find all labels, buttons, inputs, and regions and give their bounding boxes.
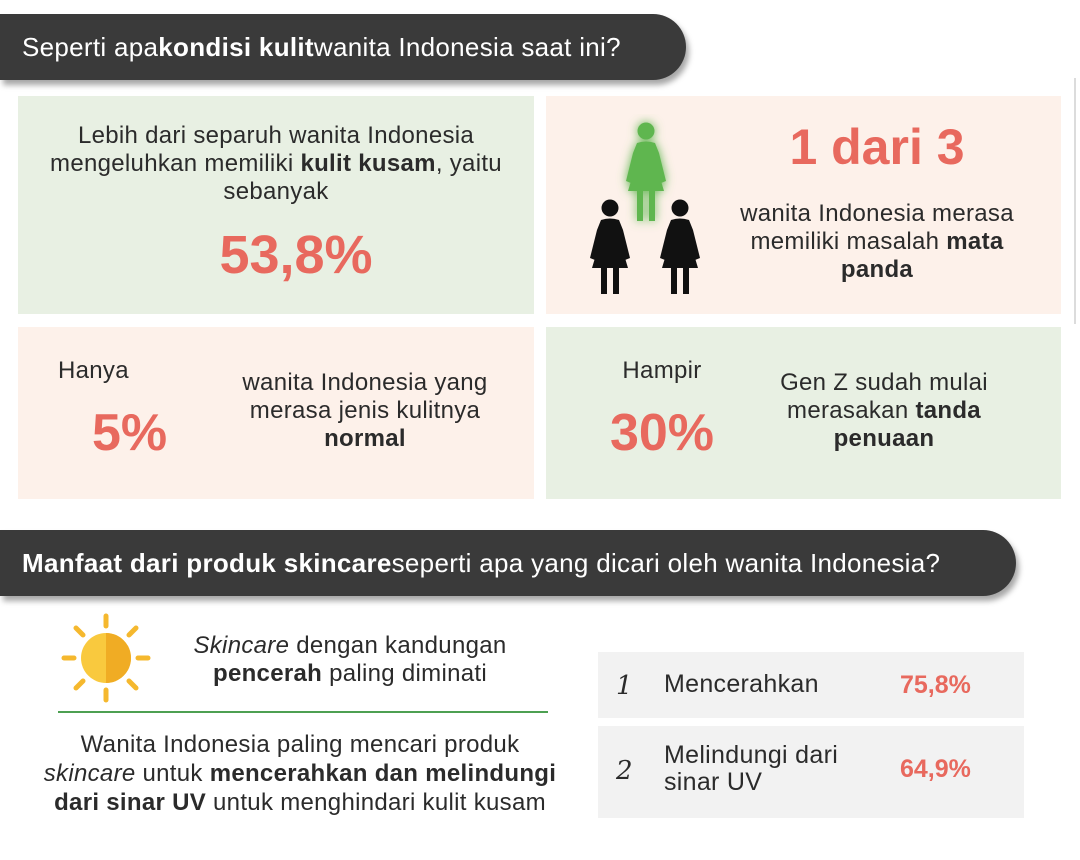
title-prefix: Seperti apa — [22, 31, 159, 62]
ranking-row — [598, 726, 1024, 818]
aging-percentage: 30% — [609, 404, 715, 462]
normal-skin-description: wanita Indonesia yang merasa jenis kulitnya normal — [242, 369, 488, 452]
section-title-skin-condition — [0, 14, 686, 80]
brightening-description: Skincare dengan kandungan pencerah paling diminati — [193, 632, 507, 687]
rank-number: 1 — [616, 671, 633, 701]
section-divider — [58, 711, 548, 713]
skincare-goal-description: Wanita Indonesia paling mencari produk skincare untuk mencerahkan dan melindungi dari sinar UV untuk menghindari kulit kusam — [43, 731, 557, 816]
brightening-keyword: pencerah — [212, 660, 323, 687]
panda-eyes-keyword: mata panda — [840, 228, 1004, 283]
skincare-goal-keyword: mencerahkan dan melindungi dari sinar UV — [54, 760, 557, 816]
panda-eyes-ratio: 1 dari 3 — [789, 119, 965, 175]
card-panda-eyes — [546, 96, 1061, 314]
card-aging-signs — [546, 327, 1061, 499]
rank-label: Mencerahkan — [664, 670, 819, 698]
normal-skin-keyword: normal — [324, 425, 406, 452]
title-suffix: wanita Indonesia saat ini? — [313, 31, 621, 62]
rank-label: Melindungi dari sinar UV — [664, 741, 839, 796]
dull-skin-description: Lebih dari separuh wanita Indonesia mengeluhkan memiliki kulit kusam, yaitu sebanyak — [50, 122, 502, 205]
aging-prefix: Hampir — [622, 357, 702, 384]
card-normal-skin — [18, 327, 534, 499]
women-figures-icon — [584, 114, 708, 294]
card-dull-skin — [18, 96, 534, 314]
title-bold: kondisi kulit — [158, 31, 314, 62]
rank-value: 64,9% — [900, 755, 971, 783]
rank-number: 2 — [616, 756, 633, 786]
aging-keyword: tanda penuaan — [833, 397, 981, 452]
dull-skin-keyword: kulit kusam — [300, 150, 436, 177]
title-bold: Manfaat dari produk skincare — [22, 547, 392, 578]
aging-description: Gen Z sudah mulai merasakan tanda penuaan — [780, 369, 988, 452]
rank-value: 75,8% — [900, 671, 971, 699]
normal-skin-prefix: Hanya — [58, 357, 129, 384]
ranking-row — [598, 652, 1024, 718]
panda-eyes-description: wanita Indonesia merasa memiliki masalah mata panda — [740, 200, 1014, 283]
sun-icon — [60, 612, 152, 704]
section-title-skincare-benefits — [0, 530, 1016, 596]
normal-skin-percentage: 5% — [92, 404, 168, 462]
dull-skin-percentage: 53,8% — [219, 225, 373, 285]
title-suffix: seperti apa yang dicari oleh wanita Indonesia? — [391, 547, 941, 578]
side-divider — [1074, 78, 1076, 324]
